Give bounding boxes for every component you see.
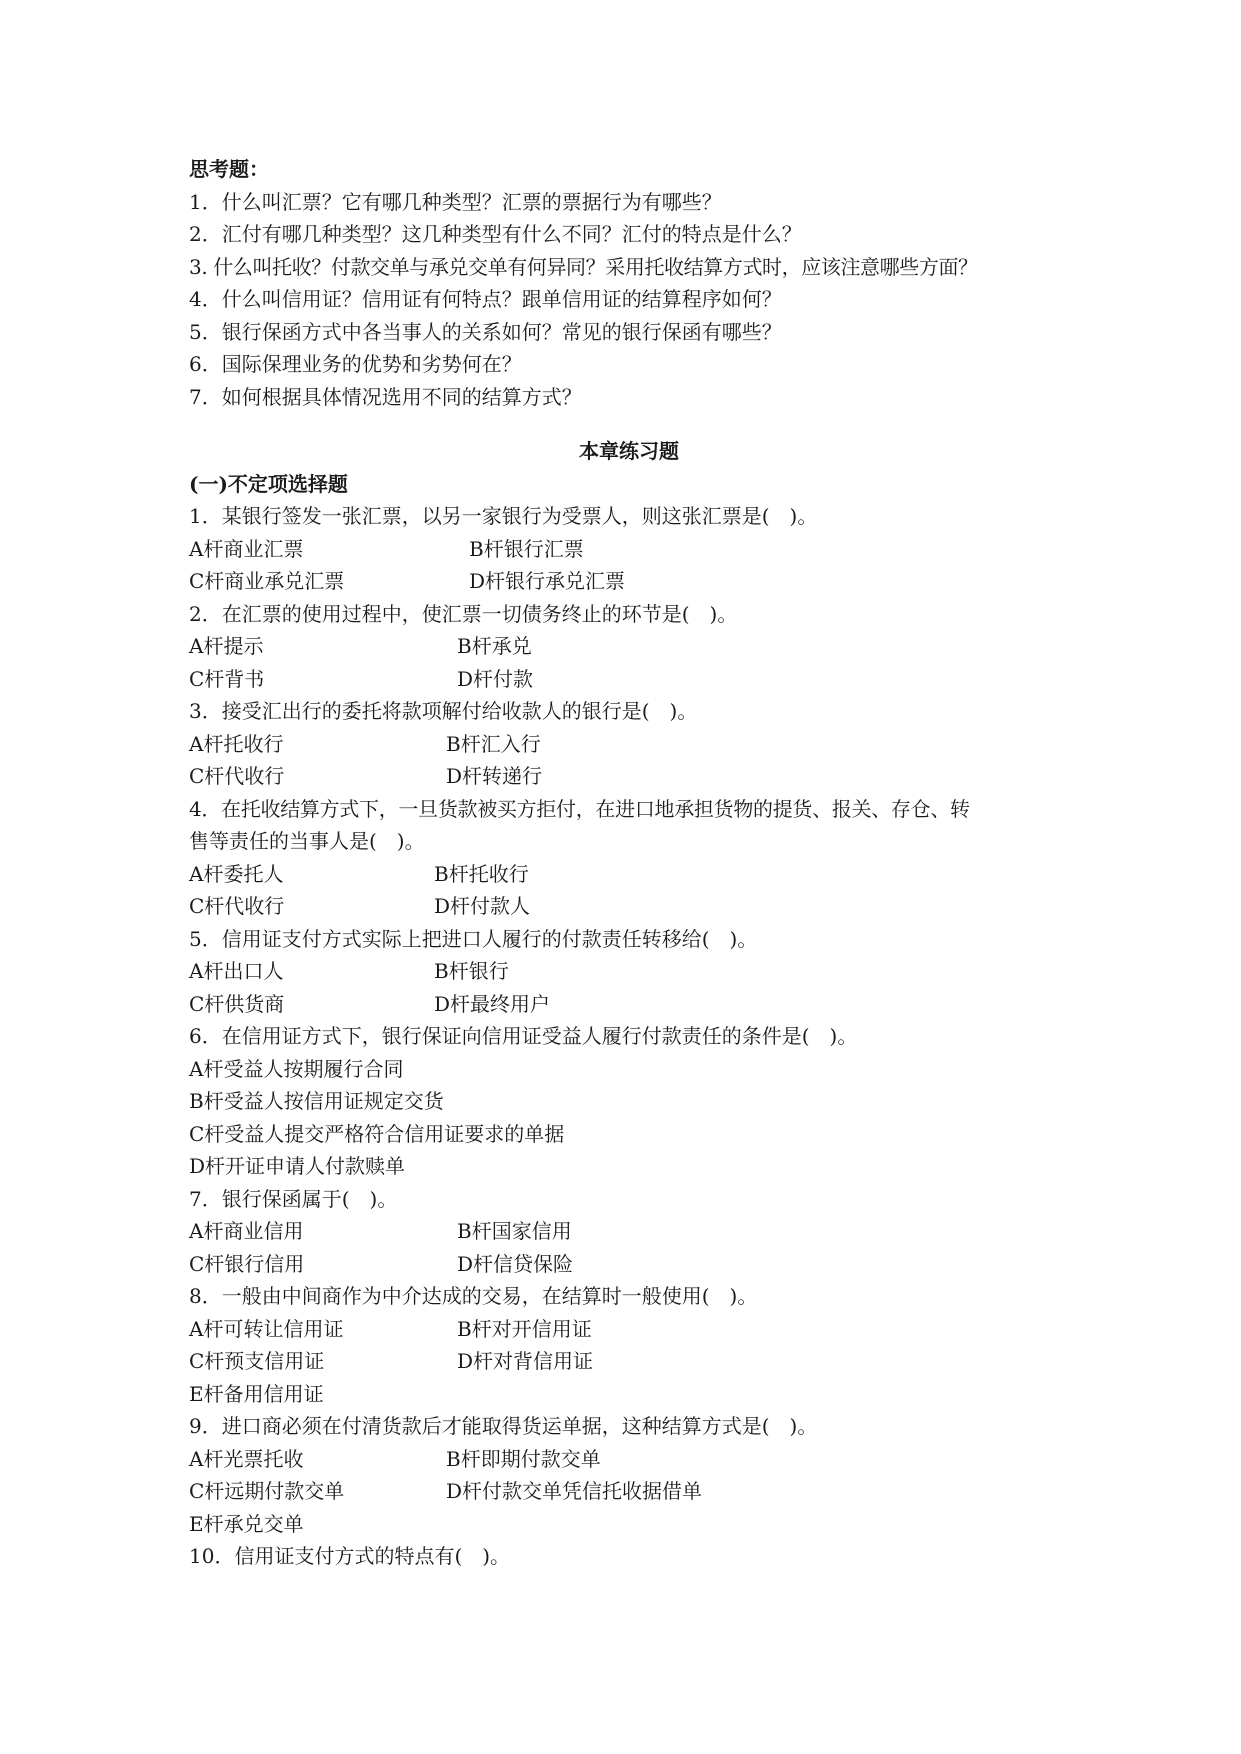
option-c: C杆供货商 bbox=[189, 991, 285, 1016]
question-4-options-row-2 bbox=[189, 890, 1069, 923]
option-d: D杆转递行 bbox=[446, 764, 543, 788]
option-d: D杆对背信用证 bbox=[457, 1349, 594, 1373]
option-a: A杆受益人按期履行合同 bbox=[189, 1056, 404, 1081]
question-2: 2．在汇票的使用过程中，使汇票一切债务终止的环节是( )。 bbox=[189, 601, 738, 626]
option-a: A杆商业汇票 bbox=[189, 536, 304, 561]
question-4-line-2: 售等责任的当事人是( )。 bbox=[189, 829, 425, 853]
thinking-item-6: 6．国际保理业务的优势和劣势何在？ bbox=[189, 352, 522, 376]
option-e: E杆承兑交单 bbox=[189, 1511, 304, 1536]
question-2-options-row-2 bbox=[189, 663, 1069, 696]
option-b: B杆承兑 bbox=[457, 634, 532, 658]
question-5-options-row-2 bbox=[189, 988, 1069, 1021]
option-c: C杆代收行 bbox=[189, 764, 285, 788]
option-d: D杆银行承兑汇票 bbox=[469, 569, 626, 593]
option-c: C杆预支信用证 bbox=[189, 1349, 325, 1373]
option-a: A杆托收行 bbox=[189, 731, 284, 756]
option-b: B杆托收行 bbox=[434, 861, 529, 886]
option-e: E杆备用信用证 bbox=[189, 1381, 324, 1406]
thinking-item-4: 4．什么叫信用证？信用证有何特点？跟单信用证的结算程序如何？ bbox=[189, 287, 782, 311]
option-a: A杆光票托收 bbox=[189, 1446, 304, 1471]
thinking-heading: 思考题： bbox=[189, 157, 269, 181]
option-a: A杆商业信用 bbox=[189, 1219, 304, 1243]
question-4-line-1: 4．在托收结算方式下，一旦货款被买方拒付，在进口地承担货物的提货、报关、存仓、转 bbox=[189, 796, 970, 821]
question-2-options-row-1 bbox=[189, 630, 1069, 663]
option-c: C杆远期付款交单 bbox=[189, 1479, 345, 1503]
document-body bbox=[189, 153, 1069, 1573]
question-10: 10．信用证支付方式的特点有( )。 bbox=[189, 1544, 511, 1568]
option-c: C杆受益人提交严格符合信用证要求的单据 bbox=[189, 1121, 565, 1146]
question-7-options-row-1 bbox=[189, 1215, 1069, 1248]
option-a: A杆出口人 bbox=[189, 959, 284, 983]
option-a: A杆提示 bbox=[189, 634, 264, 658]
question-8-options-row-1 bbox=[189, 1313, 1069, 1346]
exercises-section-heading: (一)不定项选择题 bbox=[189, 471, 348, 496]
option-b: B杆受益人按信用证规定交货 bbox=[189, 1089, 444, 1113]
option-c: C杆商业承兑汇票 bbox=[189, 569, 345, 593]
question-1-options-row-1 bbox=[189, 533, 1069, 566]
option-b: B杆即期付款交单 bbox=[446, 1446, 601, 1471]
option-b: B杆汇入行 bbox=[446, 731, 541, 756]
thinking-item-7: 7．如何根据具体情况选用不同的结算方式？ bbox=[189, 384, 582, 409]
option-d: D杆信贷保险 bbox=[457, 1251, 574, 1276]
option-d: D杆付款人 bbox=[434, 894, 531, 918]
question-1-options-row-2 bbox=[189, 565, 1069, 598]
question-5: 5．信用证支付方式实际上把进口人履行的付款责任转移给( )。 bbox=[189, 926, 758, 951]
question-3: 3．接受汇出行的委托将款项解付给收款人的银行是( )。 bbox=[189, 699, 698, 723]
question-8-options-row-2 bbox=[189, 1345, 1069, 1378]
option-a: A杆委托人 bbox=[189, 861, 284, 886]
question-7: 7．银行保函属于( )。 bbox=[189, 1186, 398, 1211]
question-3-options-row-2 bbox=[189, 760, 1069, 793]
option-d: D杆开证申请人付款赎单 bbox=[189, 1154, 406, 1178]
question-7-options-row-2 bbox=[189, 1248, 1069, 1281]
question-9-options-row-2 bbox=[189, 1475, 1069, 1508]
question-4-options-row-1 bbox=[189, 858, 1069, 891]
option-c: C杆银行信用 bbox=[189, 1251, 305, 1276]
question-3-options-row-1 bbox=[189, 728, 1069, 761]
option-b: B杆银行 bbox=[434, 959, 509, 983]
question-6: 6．在信用证方式下，银行保证向信用证受益人履行付款责任的条件是( )。 bbox=[189, 1024, 858, 1048]
option-d: D杆付款 bbox=[457, 666, 534, 691]
question-5-options-row-1 bbox=[189, 955, 1069, 988]
option-d: D杆最终用户 bbox=[434, 991, 551, 1016]
option-d: D杆付款交单凭信托收据借单 bbox=[446, 1479, 703, 1503]
thinking-item-3: 3. 什么叫托收？付款交单与承兑交单有何异同？采用托收结算方式时，应该注意哪些方面？ bbox=[189, 254, 978, 279]
thinking-item-2: 2．汇付有哪几种类型？这几种类型有什么不同？汇付的特点是什么？ bbox=[189, 222, 802, 246]
option-a: A杆可转让信用证 bbox=[189, 1316, 344, 1341]
option-b: B杆银行汇票 bbox=[469, 536, 584, 561]
question-9: 9．进口商必须在付清货款后才能取得货运单据，这种结算方式是( )。 bbox=[189, 1414, 818, 1438]
option-c: C杆背书 bbox=[189, 666, 265, 691]
section-gap bbox=[189, 413, 1069, 435]
thinking-item-1: 1．什么叫汇票？它有哪几种类型？汇票的票据行为有哪些？ bbox=[189, 189, 722, 214]
exercises-title: 本章练习题 bbox=[579, 439, 679, 463]
thinking-item-5: 5．银行保函方式中各当事人的关系如何？常见的银行保函有哪些？ bbox=[189, 319, 782, 344]
option-b: B杆对开信用证 bbox=[457, 1316, 592, 1341]
option-c: C杆代收行 bbox=[189, 894, 285, 918]
question-9-options-row-1 bbox=[189, 1443, 1069, 1476]
question-1: 1．某银行签发一张汇票，以另一家银行为受票人，则这张汇票是( )。 bbox=[189, 504, 818, 528]
question-8: 8．一般由中间商作为中介达成的交易，在结算时一般使用( )。 bbox=[189, 1284, 758, 1308]
option-b: B杆国家信用 bbox=[457, 1219, 572, 1243]
